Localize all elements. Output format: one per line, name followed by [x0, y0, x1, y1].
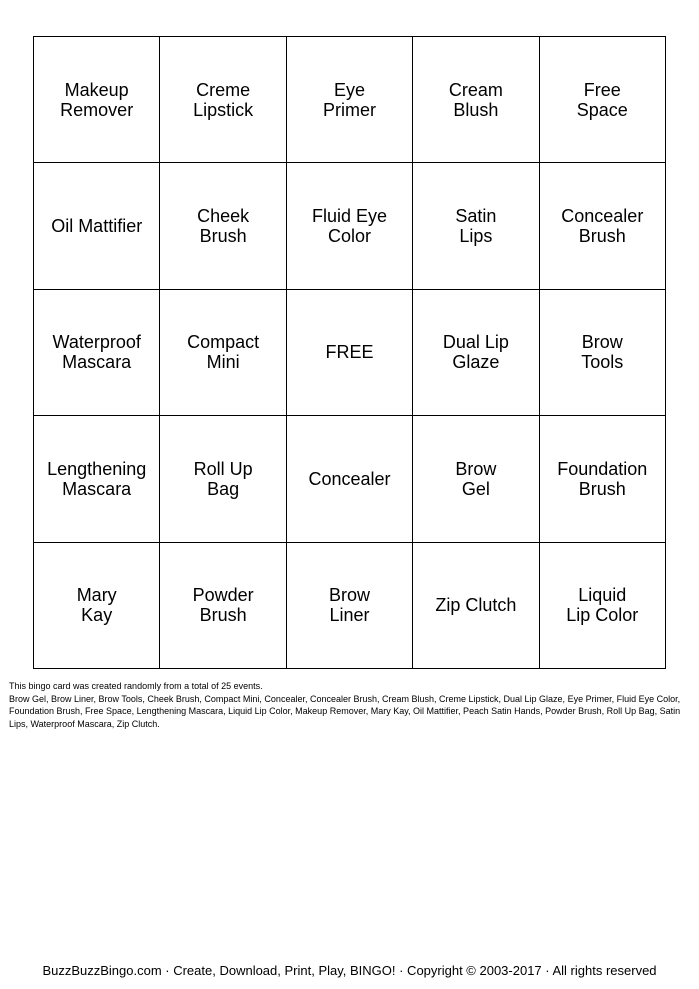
event-list-note [9, 680, 689, 730]
bingo-cell: Fluid Eye Color [287, 163, 413, 289]
bingo-cell: Liquid Lip Color [540, 543, 666, 669]
bingo-cell: Mary Kay [34, 543, 160, 669]
bingo-cell: Brow Gel [413, 416, 539, 542]
bingo-cell: Cream Blush [413, 37, 539, 163]
bingo-cell: Dual Lip Glaze [413, 290, 539, 416]
bingo-cell: Compact Mini [160, 290, 286, 416]
bingo-cell: Zip Clutch [413, 543, 539, 669]
bingo-cell: Eye Primer [287, 37, 413, 163]
bingo-cell-free: FREE [287, 290, 413, 416]
bingo-cell: Oil Mattifier [34, 163, 160, 289]
bingo-cell: Creme Lipstick [160, 37, 286, 163]
bingo-cell: Free Space [540, 37, 666, 163]
bingo-cell: Brow Liner [287, 543, 413, 669]
bingo-cell: Powder Brush [160, 543, 286, 669]
bingo-cell: Brow Tools [540, 290, 666, 416]
page-footer: BuzzBuzzBingo.com · Create, Download, Print, Play, BINGO! · Copyright © 2003-2017 · All rights reserved [42, 963, 657, 978]
note-intro: This bingo card was created randomly from a total of 25 events. [9, 681, 263, 691]
bingo-cell: Foundation Brush [540, 416, 666, 542]
bingo-cell: Lengthening Mascara [34, 416, 160, 542]
bingo-card-grid [33, 36, 666, 669]
note-events: Brow Gel, Brow Liner, Brow Tools, Cheek Brush, Compact Mini, Concealer, Concealer Brush, Cream Blush, Creme Lipstick, Dual Lip Glaze, Eye Primer, Fluid Eye Color, Foundation Brush, Free Space, Lengthening Mascara, Liquid Lip Color, Makeup Remover, Mary Kay, Oil Mattifier, Peach Satin Hands, Powder Brush, Roll Up Bag, Satin Lips, Waterproof Mascara, Zip Clutch. [9, 693, 681, 729]
bingo-cell: Concealer [287, 416, 413, 542]
bingo-cell: Cheek Brush [160, 163, 286, 289]
bingo-cell: Roll Up Bag [160, 416, 286, 542]
bingo-cell: Makeup Remover [34, 37, 160, 163]
bingo-cell: Waterproof Mascara [34, 290, 160, 416]
bingo-cell: Satin Lips [413, 163, 539, 289]
bingo-cell: Concealer Brush [540, 163, 666, 289]
